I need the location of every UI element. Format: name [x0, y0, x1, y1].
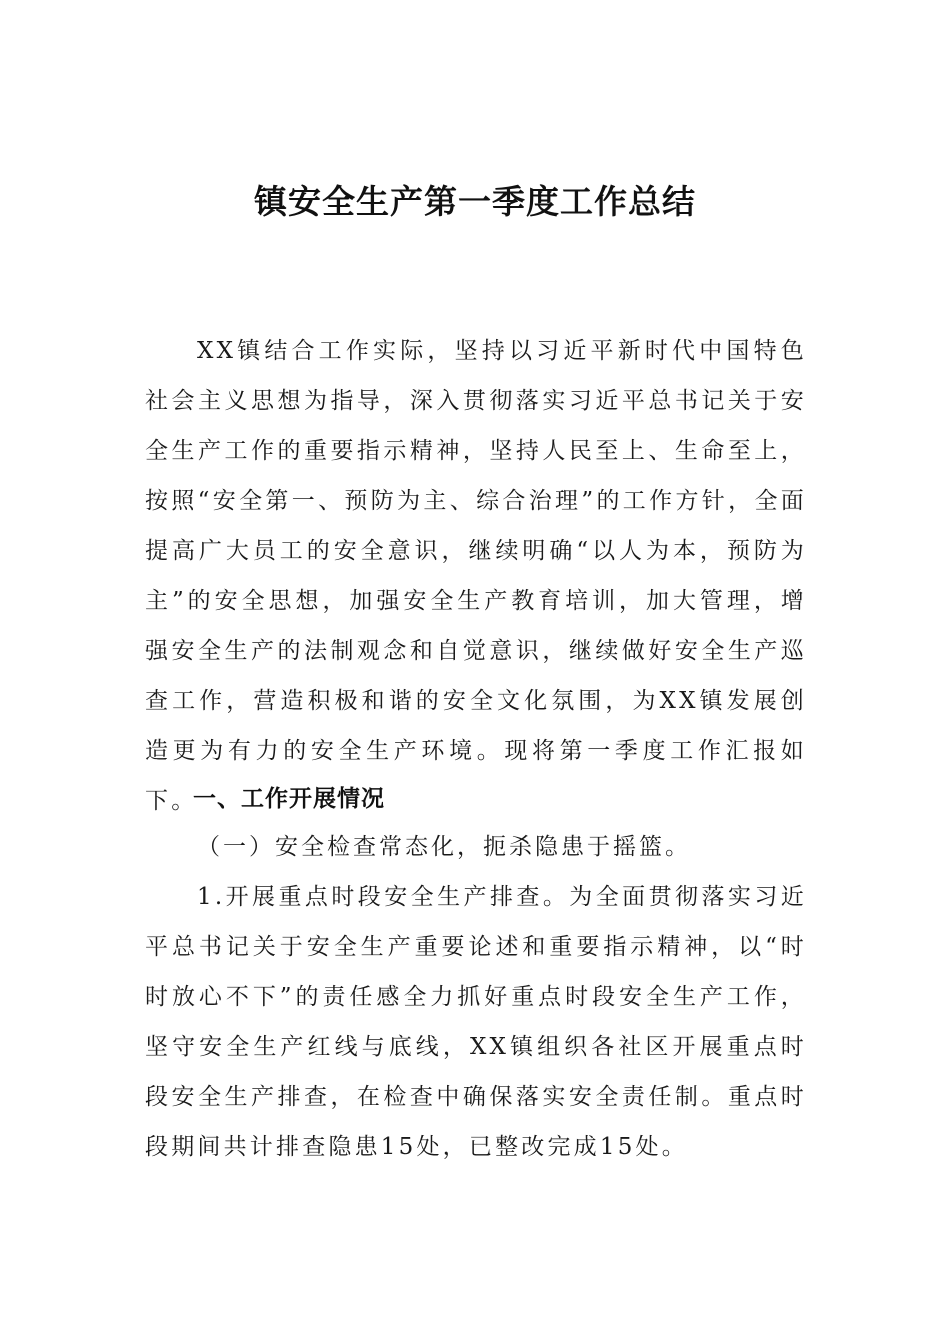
section-heading: 一、工作开展情况	[193, 786, 385, 812]
intro-block	[145, 326, 807, 826]
item-paragraph: 1.开展重点时段安全生产排查。为全面贯彻落实习近平总书记关于安全生产重要论述和重要指示精神，以“时时放心不下”的责任感全力抓好重点时段安全生产工作，坚守安全生产红线与底线，XX镇组织各社区开展重点时段安全生产排查，在检查中确保落实安全责任制。重点时段期间共计排查隐患15处，已整改完成15处。	[145, 884, 807, 1160]
document-title: 镇安全生产第一季度工作总结	[254, 182, 696, 221]
item-block	[145, 872, 807, 1172]
subsection-heading: （一）安全检查常态化，扼杀隐患于摇篮。	[197, 834, 691, 860]
intro-paragraph: XX镇结合工作实际，坚持以习近平新时代中国特色社会主义思想为指导，深入贯彻落实习近平总书记关于安全生产工作的重要指示精神，坚持人民至上、生命至上，按照“安全第一、预防为主、综合治理”的工作方针，全面提高广大员工的安全意识，继续明确“以人为本，预防为主”的安全思想，加强安全生产教育培训，加大管理，增强安全生产的法制观念和自觉意识，继续做好安全生产巡查工作，营造积极和谐的安全文化氛围，为XX镇发展创造更为有力的安全生产环境。现将第一季度工作汇报如下。	[145, 338, 807, 814]
